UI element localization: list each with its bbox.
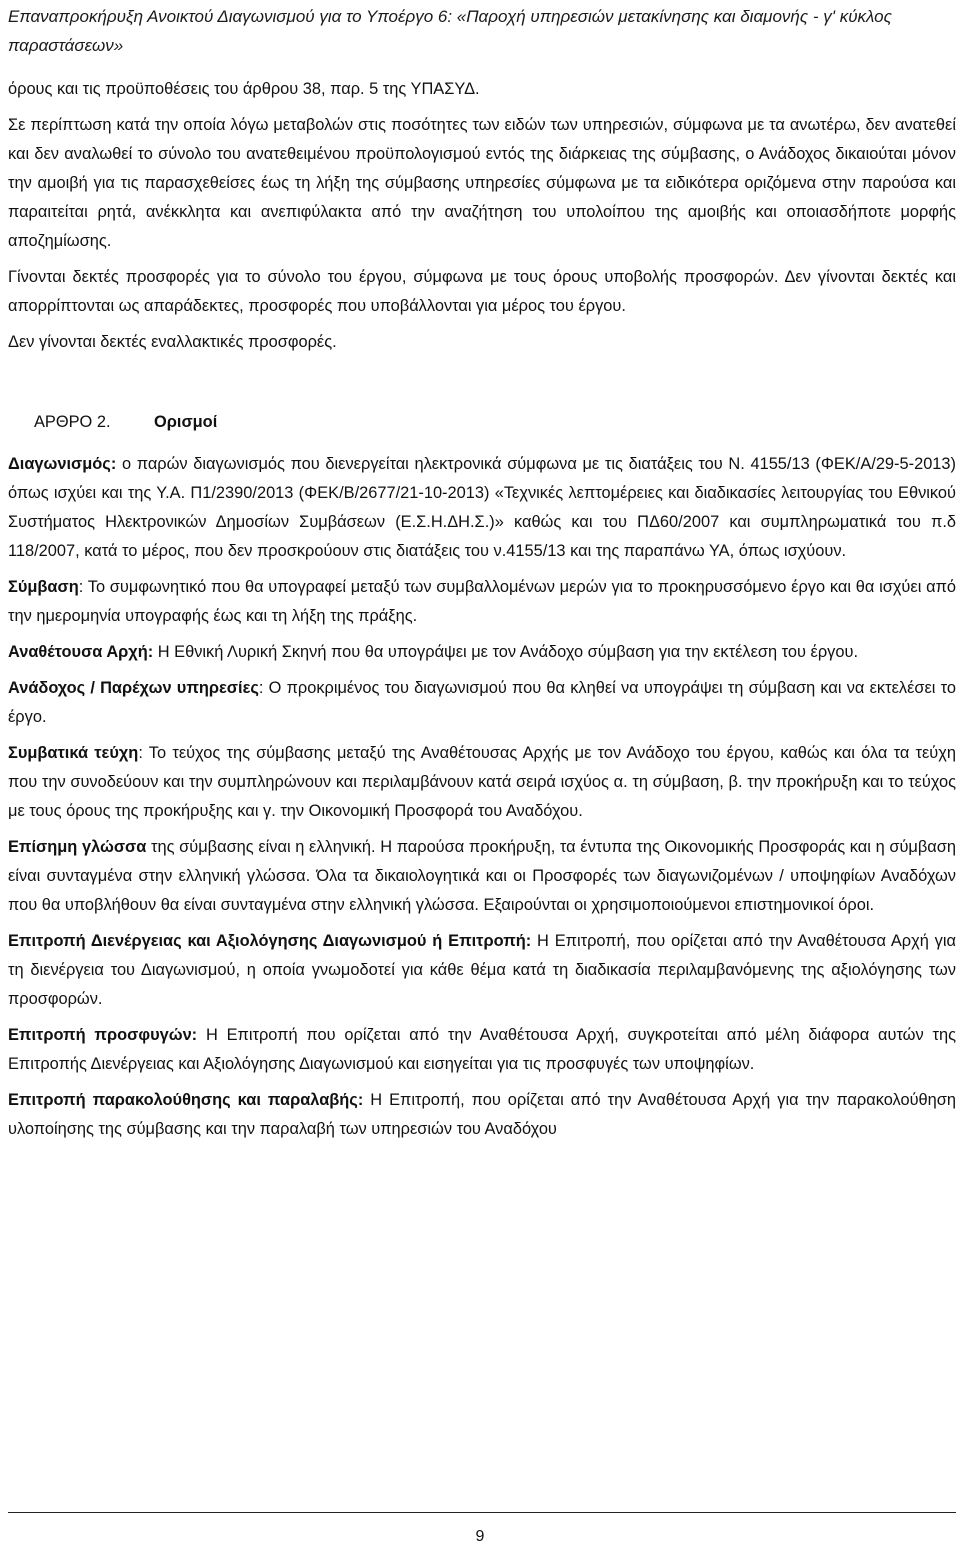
- definition-text: ο παρών διαγωνισμός που διενεργείται ηλεκτρονικά σύμφωνα με τις διατάξεις του Ν. 4155/13 (ΦΕΚ/Α/29-5-2013) όπως ισχύει και της Υ.Α. Π1/2390/2013 (ΦΕΚ/Β/2677/21-10-2013) «Τεχνικές λεπτομέρειες και διαδικασίες λειτουργίας του Εθνικού Συστήματος Ηλεκτρονικών Δημοσίων Συμβάσεων (Ε.Σ.Η.ΔΗ.Σ.)» καθώς και του ΠΔ60/2007 και συμπληρωματικά του π.δ 118/2007, κατά το μέρος, που δεν προσκρούουν στις διατάξεις του ν.4155/13 και της παραπάνω ΥΑ, όπως ισχύουν.: [8, 455, 956, 560]
- definition-text: Η Εθνική Λυρική Σκηνή που θα υπογράψει με τον Ανάδοχο σύμβαση για την εκτέλεση του έργου.: [153, 643, 859, 661]
- definition-term: Επιτροπή Διενέργειας και Αξιολόγησης Διαγωνισμού ή Επιτροπή:: [8, 932, 532, 950]
- definition-text: Η Επιτροπή που ορίζεται από την Αναθέτουσα Αρχή, συγκροτείται από μέλη διάφορα αυτών της Επιτροπής Διενέργειας και Αξιολόγησης Διαγωνισμού και εισηγείται για τις προσφυγές των υποψηφίων.: [8, 1026, 956, 1073]
- definition-paragraph: [8, 638, 956, 667]
- definition-term: Επιτροπή παρακολούθησης και παραλαβής:: [8, 1091, 364, 1109]
- definition-text: : Ο προκριμένος του διαγωνισμού που θα κληθεί να υπογράψει τη σύμβαση και να εκτελέσει το έργο.: [8, 679, 956, 726]
- definition-term: Αναθέτουσα Αρχή:: [8, 643, 154, 661]
- definition-paragraph: [8, 833, 956, 920]
- footer-divider: [8, 1512, 956, 1513]
- definition-paragraph: [8, 927, 956, 1014]
- definition-paragraph: [8, 1086, 956, 1144]
- definition-text: : Το συμφωνητικό που θα υπογραφεί μεταξύ των συμβαλλομένων μερών για το προκηρυσσόμενο έργο και θα ισχύει από την ημερομηνία υπογραφής έως και τη λήξη της πράξης.: [8, 578, 956, 625]
- definition-paragraph: [8, 674, 956, 732]
- definition-term: Συμβατικά τεύχη: [8, 744, 139, 762]
- definition-text: Η Επιτροπή, που ορίζεται από την Αναθέτουσα Αρχή για την παρακολούθηση υλοποίησης της σύμβασης και την παραλαβή των υπηρεσιών του Αναδόχου: [8, 1091, 956, 1138]
- definition-paragraph: [8, 450, 956, 566]
- definition-term: Επίσημη γλώσσα: [8, 838, 147, 856]
- definition-term: Ανάδοχος / Παρέχων υπηρεσίες: [8, 679, 259, 697]
- definition-text: της σύμβασης είναι η ελληνική. Η παρούσα προκήρυξη, τα έντυπα της Οικονομικής Προσφοράς και η σύμβαση είναι συνταγμένα στην ελληνική γλώσσα. Όλα τα δικαιολογητικά και οι Προσφορές των διαγωνιζομένων / υποψηφίων Αναδόχων που θα υποβλήθουν θα είναι συνταγμένα στην ελληνική γλώσσα. Εξαιρούνται οι χρησιμοποιούμενοι επιστημονικοί όροι.: [8, 838, 957, 914]
- header-text: Επαναπροκήρυξη Ανοικτού Διαγωνισμού για το Υποέργο 6: «Παροχή υπηρεσιών μετακίνησης και διαμονής - γ' κύκλος παραστάσεων»: [8, 7, 892, 55]
- paragraph: Δεν γίνονται δεκτές εναλλακτικές προσφορές.: [8, 333, 337, 351]
- definition-paragraph: [8, 739, 956, 826]
- definition-term: Σύμβαση: [8, 578, 79, 596]
- definition-paragraph: [8, 573, 956, 631]
- article-number: ΑΡΘΡΟ 2.: [34, 413, 111, 431]
- definition-paragraph: [8, 1021, 956, 1079]
- definition-term: Διαγωνισμός:: [8, 455, 117, 473]
- page-number: 9: [475, 1528, 485, 1545]
- article-title: Ορισμοί: [154, 413, 218, 431]
- definition-term: Επιτροπή προσφυγών:: [8, 1026, 198, 1044]
- paragraph: όρους και τις προϋποθέσεις του άρθρου 38, παρ. 5 της ΥΠΑΣΥΔ.: [8, 80, 480, 98]
- definition-text: : Το τεύχος της σύμβασης μεταξύ της Αναθέτουσας Αρχής με τον Ανάδοχο του έργου, καθώς και όλα τα τεύχη που την συνοδεύουν και την συμπληρώνουν και περιλαμβάνουν κατά σειρά ισχύος α. τη σύμβαση, β. την προκήρυξη και το τεύχος με τους όρους της προκήρυξης και γ. την Οικονομική Προσφορά του Αναδόχου.: [8, 744, 956, 820]
- document-body: [8, 75, 956, 1144]
- paragraph: Σε περίπτωση κατά την οποία λόγω μεταβολών στις ποσότητες των ειδών των υπηρεσιών, σύμφωνα με τα ανωτέρω, δεν ανατεθεί και δεν αναλωθεί το σύνολο του ανατεθειμένου προϋπολογισμού εντός της διάρκειας της σύμβασης, ο Ανάδοχος δικαιούται μόνον την αμοιβή για τις παρασχεθείσες έως τη λήξη της σύμβασης υπηρεσίες σύμφωνα με τα ειδικότερα οριζόμενα στην παρούσα και παραιτείται ρητά, ανέκκλητα και ανεπιφύλακτα από την αναζήτηση του υπολοίπου της αμοιβής και οποιασδήποτε μορφής αποζημίωσης.: [8, 116, 956, 250]
- definition-text: Η Επιτροπή, που ορίζεται από την Αναθέτουσα Αρχή για τη διενέργεια του Διαγωνισμού, η οποία γνωμοδοτεί για κάθε θέμα κατά τη διαδικασία περιλαμβανόμενης της αξιολόγησης των προσφορών.: [8, 932, 956, 1008]
- document-header: [8, 2, 956, 60]
- paragraph: Γίνονται δεκτές προσφορές για το σύνολο του έργου, σύμφωνα με τους όρους υποβολής προσφορών. Δεν γίνονται δεκτές και απορρίπτονται ως απαράδεκτες, προσφορές που υποβάλλονται για μέρος του έργου.: [8, 268, 956, 315]
- article-heading: [8, 408, 956, 437]
